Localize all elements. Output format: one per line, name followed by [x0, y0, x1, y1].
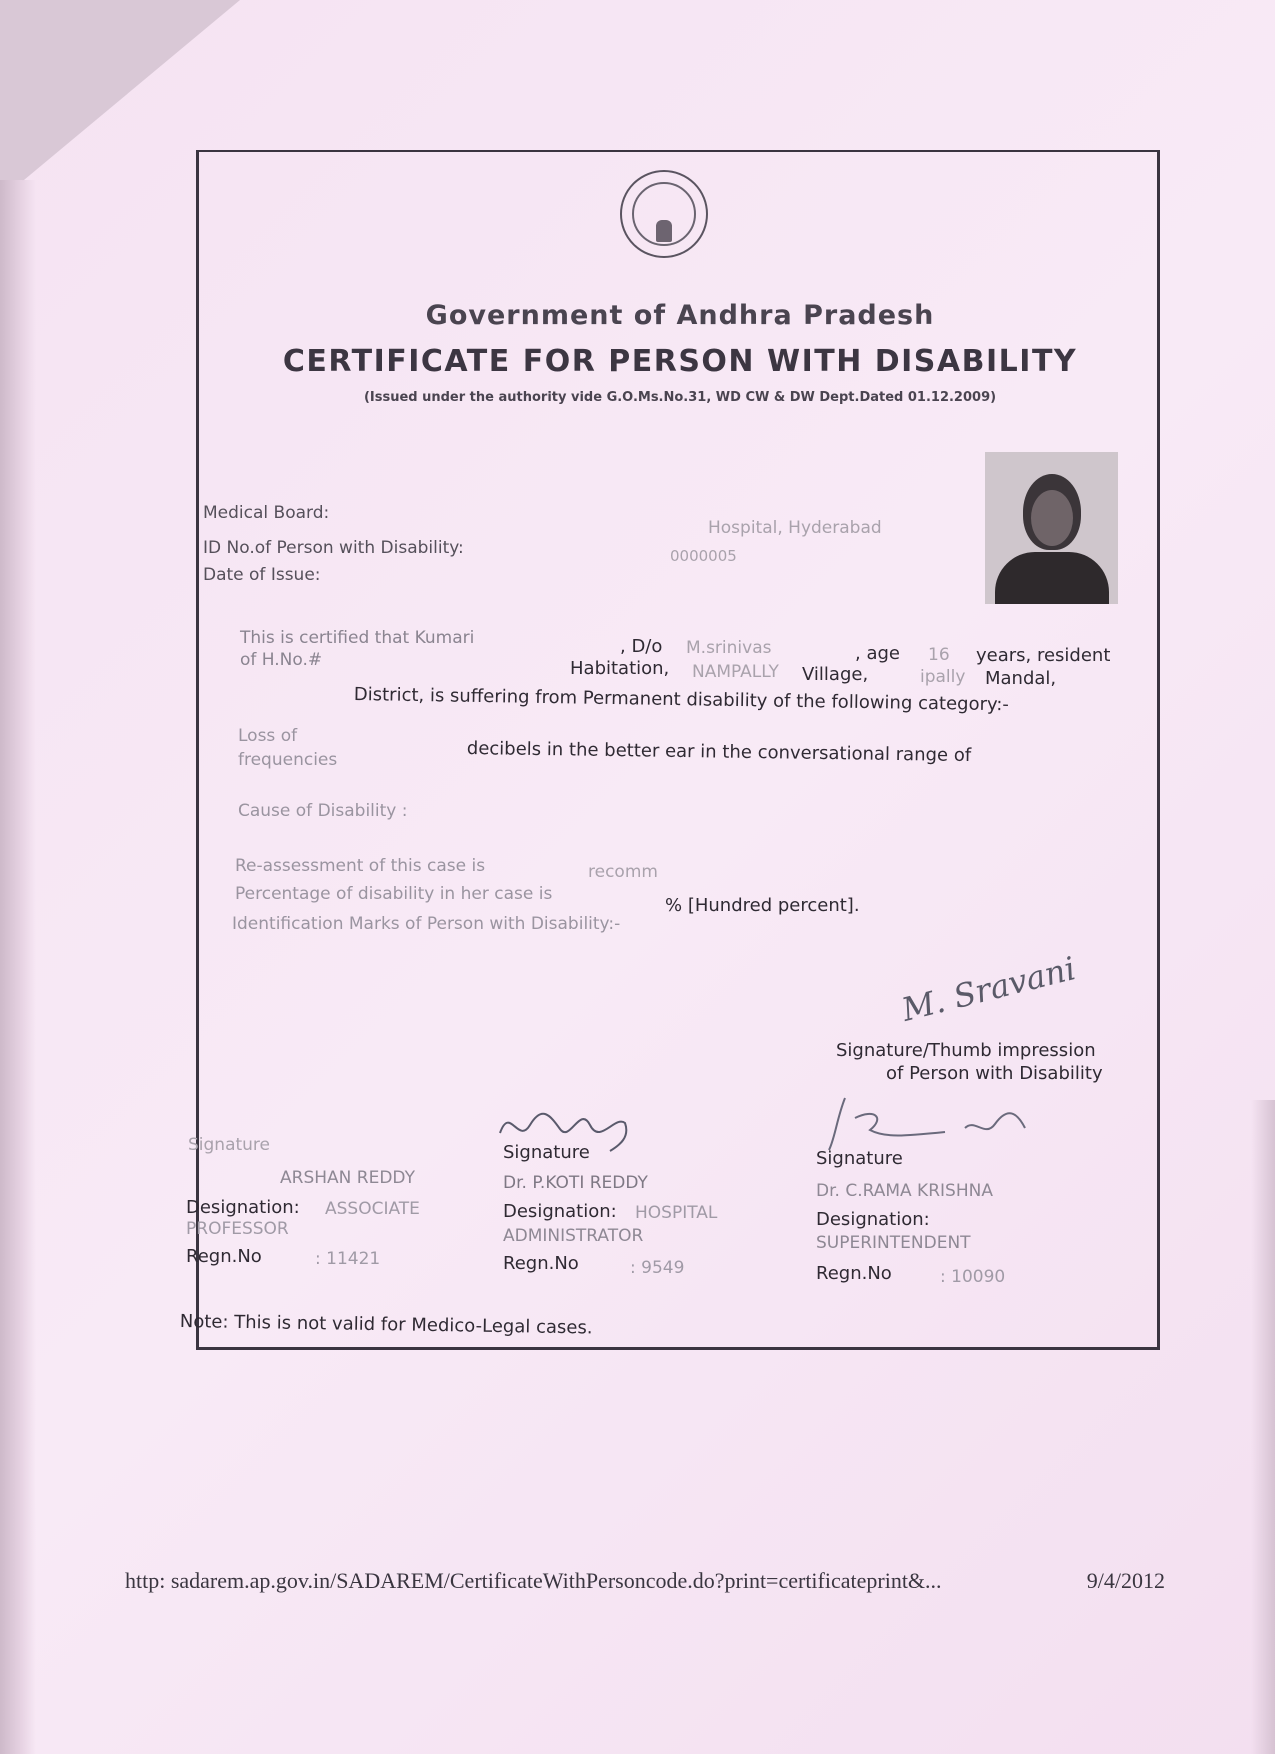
photo-face: [1031, 490, 1073, 546]
official-1-regn-label: Regn.No: [186, 1246, 262, 1267]
certificate-title: CERTIFICATE FOR PERSON WITH DISABILITY: [282, 344, 1078, 379]
page-edge-shadow-right: [1251, 1100, 1275, 1754]
percentage-value: % [Hundred percent].: [665, 895, 860, 916]
loss-of-label: Loss of: [238, 726, 298, 746]
medical-board-label: Medical Board:: [203, 503, 330, 523]
parent-name: M.srinivas: [686, 638, 772, 658]
print-footer: [125, 1568, 1165, 1594]
person-photo: [985, 452, 1118, 604]
official-1-name: ARSHAN REDDY: [280, 1168, 415, 1188]
percentage-label: Percentage of disability in her case is: [235, 884, 553, 904]
signature-thumb-caption-2: of Person with Disability: [886, 1063, 1103, 1084]
official-3-regn-value: : 10090: [940, 1267, 1006, 1287]
official-3-name: Dr. C.RAMA KRISHNA: [816, 1181, 993, 1201]
reassessment-label: Re-assessment of this case is: [235, 856, 486, 876]
house-number-label: of H.No.#: [240, 650, 323, 670]
official-3-regn-label: Regn.No: [816, 1263, 892, 1284]
identification-marks-label: Identification Marks of Person with Disability:-: [232, 914, 621, 934]
mandal-value: ipally: [920, 667, 966, 687]
mandal-label: Mandal,: [985, 668, 1057, 689]
date-of-issue-label: Date of Issue:: [203, 565, 321, 585]
medical-board-value: Hospital, Hyderabad: [708, 518, 882, 538]
district-line: District, is suffering from Permanent disability of the following category:-: [353, 684, 1010, 716]
cause-of-disability-label: Cause of Disability :: [238, 801, 408, 821]
issued-under-line: (Issued under the authority vide G.O.Ms.No.31, WD CW & DW Dept.Dated 01.12.2009): [363, 390, 997, 405]
official-1-regn-value: : 11421: [315, 1249, 381, 1269]
person-handwritten-signature: M. Sravani: [898, 949, 1080, 1029]
state-emblem-icon: [620, 170, 708, 258]
official-3-signature-label: Signature: [816, 1148, 903, 1169]
id-number-value: 0000005: [670, 547, 737, 565]
official-2-regn-value: : 9549: [630, 1258, 685, 1278]
age-value: 16: [928, 645, 950, 665]
official-1-designation-label: Designation:: [186, 1197, 300, 1218]
photo-shoulders: [995, 552, 1109, 604]
official-3-designation-label: Designation:: [816, 1209, 930, 1230]
reassessment-value: recomm: [588, 862, 658, 882]
official-1-designation-value: ASSOCIATE: [325, 1199, 420, 1219]
official-2-regn-label: Regn.No: [503, 1253, 579, 1274]
official-3-designation-value: SUPERINTENDENT: [816, 1233, 971, 1253]
certified-line1-do: , D/o: [620, 636, 663, 657]
village-label: Village,: [802, 664, 869, 685]
official-2-designation-value-2: ADMINISTRATOR: [503, 1226, 644, 1246]
habitation-label: Habitation,: [570, 658, 670, 679]
certified-line1-start: This is certified that Kumari: [240, 628, 475, 648]
official-2-designation-label: Designation:: [503, 1201, 617, 1222]
village-value: NAMPALLY: [692, 662, 779, 682]
signature-thumb-caption: Signature/Thumb impression: [836, 1040, 1096, 1061]
frequencies-label: frequencies: [238, 750, 338, 770]
official-1-designation-value-2: PROFESSOR: [186, 1219, 289, 1239]
id-number-label: ID No.of Person with Disability:: [203, 538, 464, 558]
print-url: http: sadarem.ap.gov.in/SADAREM/CertificateWithPersoncode.do?print=certificateprint&...: [125, 1568, 942, 1593]
official-2-signature-label: Signature: [503, 1142, 590, 1163]
print-date: 9/4/2012: [1086, 1568, 1165, 1593]
validity-note: Note: This is not valid for Medico-Legal cases.: [179, 1311, 593, 1339]
official-2-name: Dr. P.KOTI REDDY: [503, 1173, 648, 1193]
government-heading: Government of Andhra Pradesh: [425, 300, 935, 331]
official-1-signature-label: Signature: [188, 1135, 271, 1155]
certified-line1-end: years, resident: [976, 645, 1111, 666]
official-2-designation-value: HOSPITAL: [635, 1203, 718, 1223]
decibels-text: decibels in the better ear in the conversational range of: [466, 738, 972, 767]
lion-capital-icon: [656, 220, 672, 242]
page-edge-shadow: [0, 180, 36, 1754]
certified-line1-age: , age: [855, 643, 900, 664]
